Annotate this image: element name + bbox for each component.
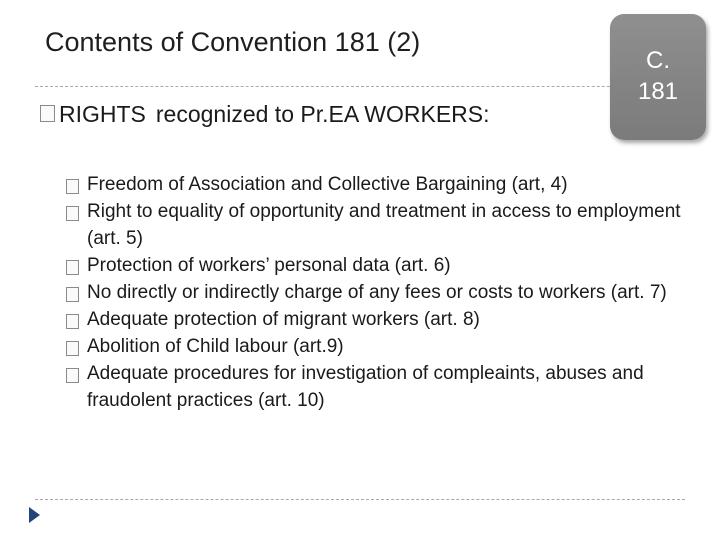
badge-line-1: C.	[646, 47, 670, 75]
list-item	[66, 280, 686, 307]
convention-badge	[610, 14, 706, 140]
list-item	[66, 307, 686, 334]
list-item	[66, 199, 686, 253]
slide-title: Contents of Convention 181 (2)	[45, 27, 421, 57]
bullet-box-icon	[66, 314, 79, 329]
rights-heading	[40, 101, 490, 128]
list-item-text: No directly or indirectly charge of any fees or costs to workers (art. 7)	[87, 281, 667, 303]
list-item	[66, 334, 686, 361]
list-item-text: Abolition of Child labour (art.9)	[87, 335, 344, 357]
bottom-divider	[35, 499, 685, 500]
list-item-text: Right to equality of opportunity and treatment in access to employment (art. 5)	[87, 200, 681, 249]
list-item	[66, 253, 686, 280]
list-item	[66, 361, 686, 415]
bullet-box-icon	[40, 105, 55, 122]
list-item-text: Freedom of Association and Collective Bargaining (art, 4)	[87, 174, 568, 195]
bullet-box-icon	[66, 368, 79, 383]
bullet-box-icon	[66, 206, 79, 221]
heading-rights: RIGHTS	[59, 101, 146, 127]
top-divider	[35, 86, 685, 87]
bullet-box-icon	[66, 287, 79, 302]
list-item	[66, 172, 686, 199]
badge-line-2: 181	[637, 78, 679, 105]
bullet-box-icon	[66, 341, 79, 356]
rights-list	[66, 172, 686, 415]
list-item-text: Protection of workers’ personal data (art. 6)	[87, 254, 451, 276]
play-arrow-icon[interactable]	[29, 507, 40, 523]
list-item-text: Adequate procedures for investigation of compleaints, abuses and fraudolent practices (art. 10)	[87, 362, 644, 411]
bullet-box-icon	[66, 260, 79, 275]
list-item-text: Adequate protection of migrant workers (art. 8)	[87, 308, 480, 330]
bullet-box-icon	[66, 179, 79, 194]
heading-rest: recognized to Pr.EA WORKERS:	[155, 101, 490, 127]
